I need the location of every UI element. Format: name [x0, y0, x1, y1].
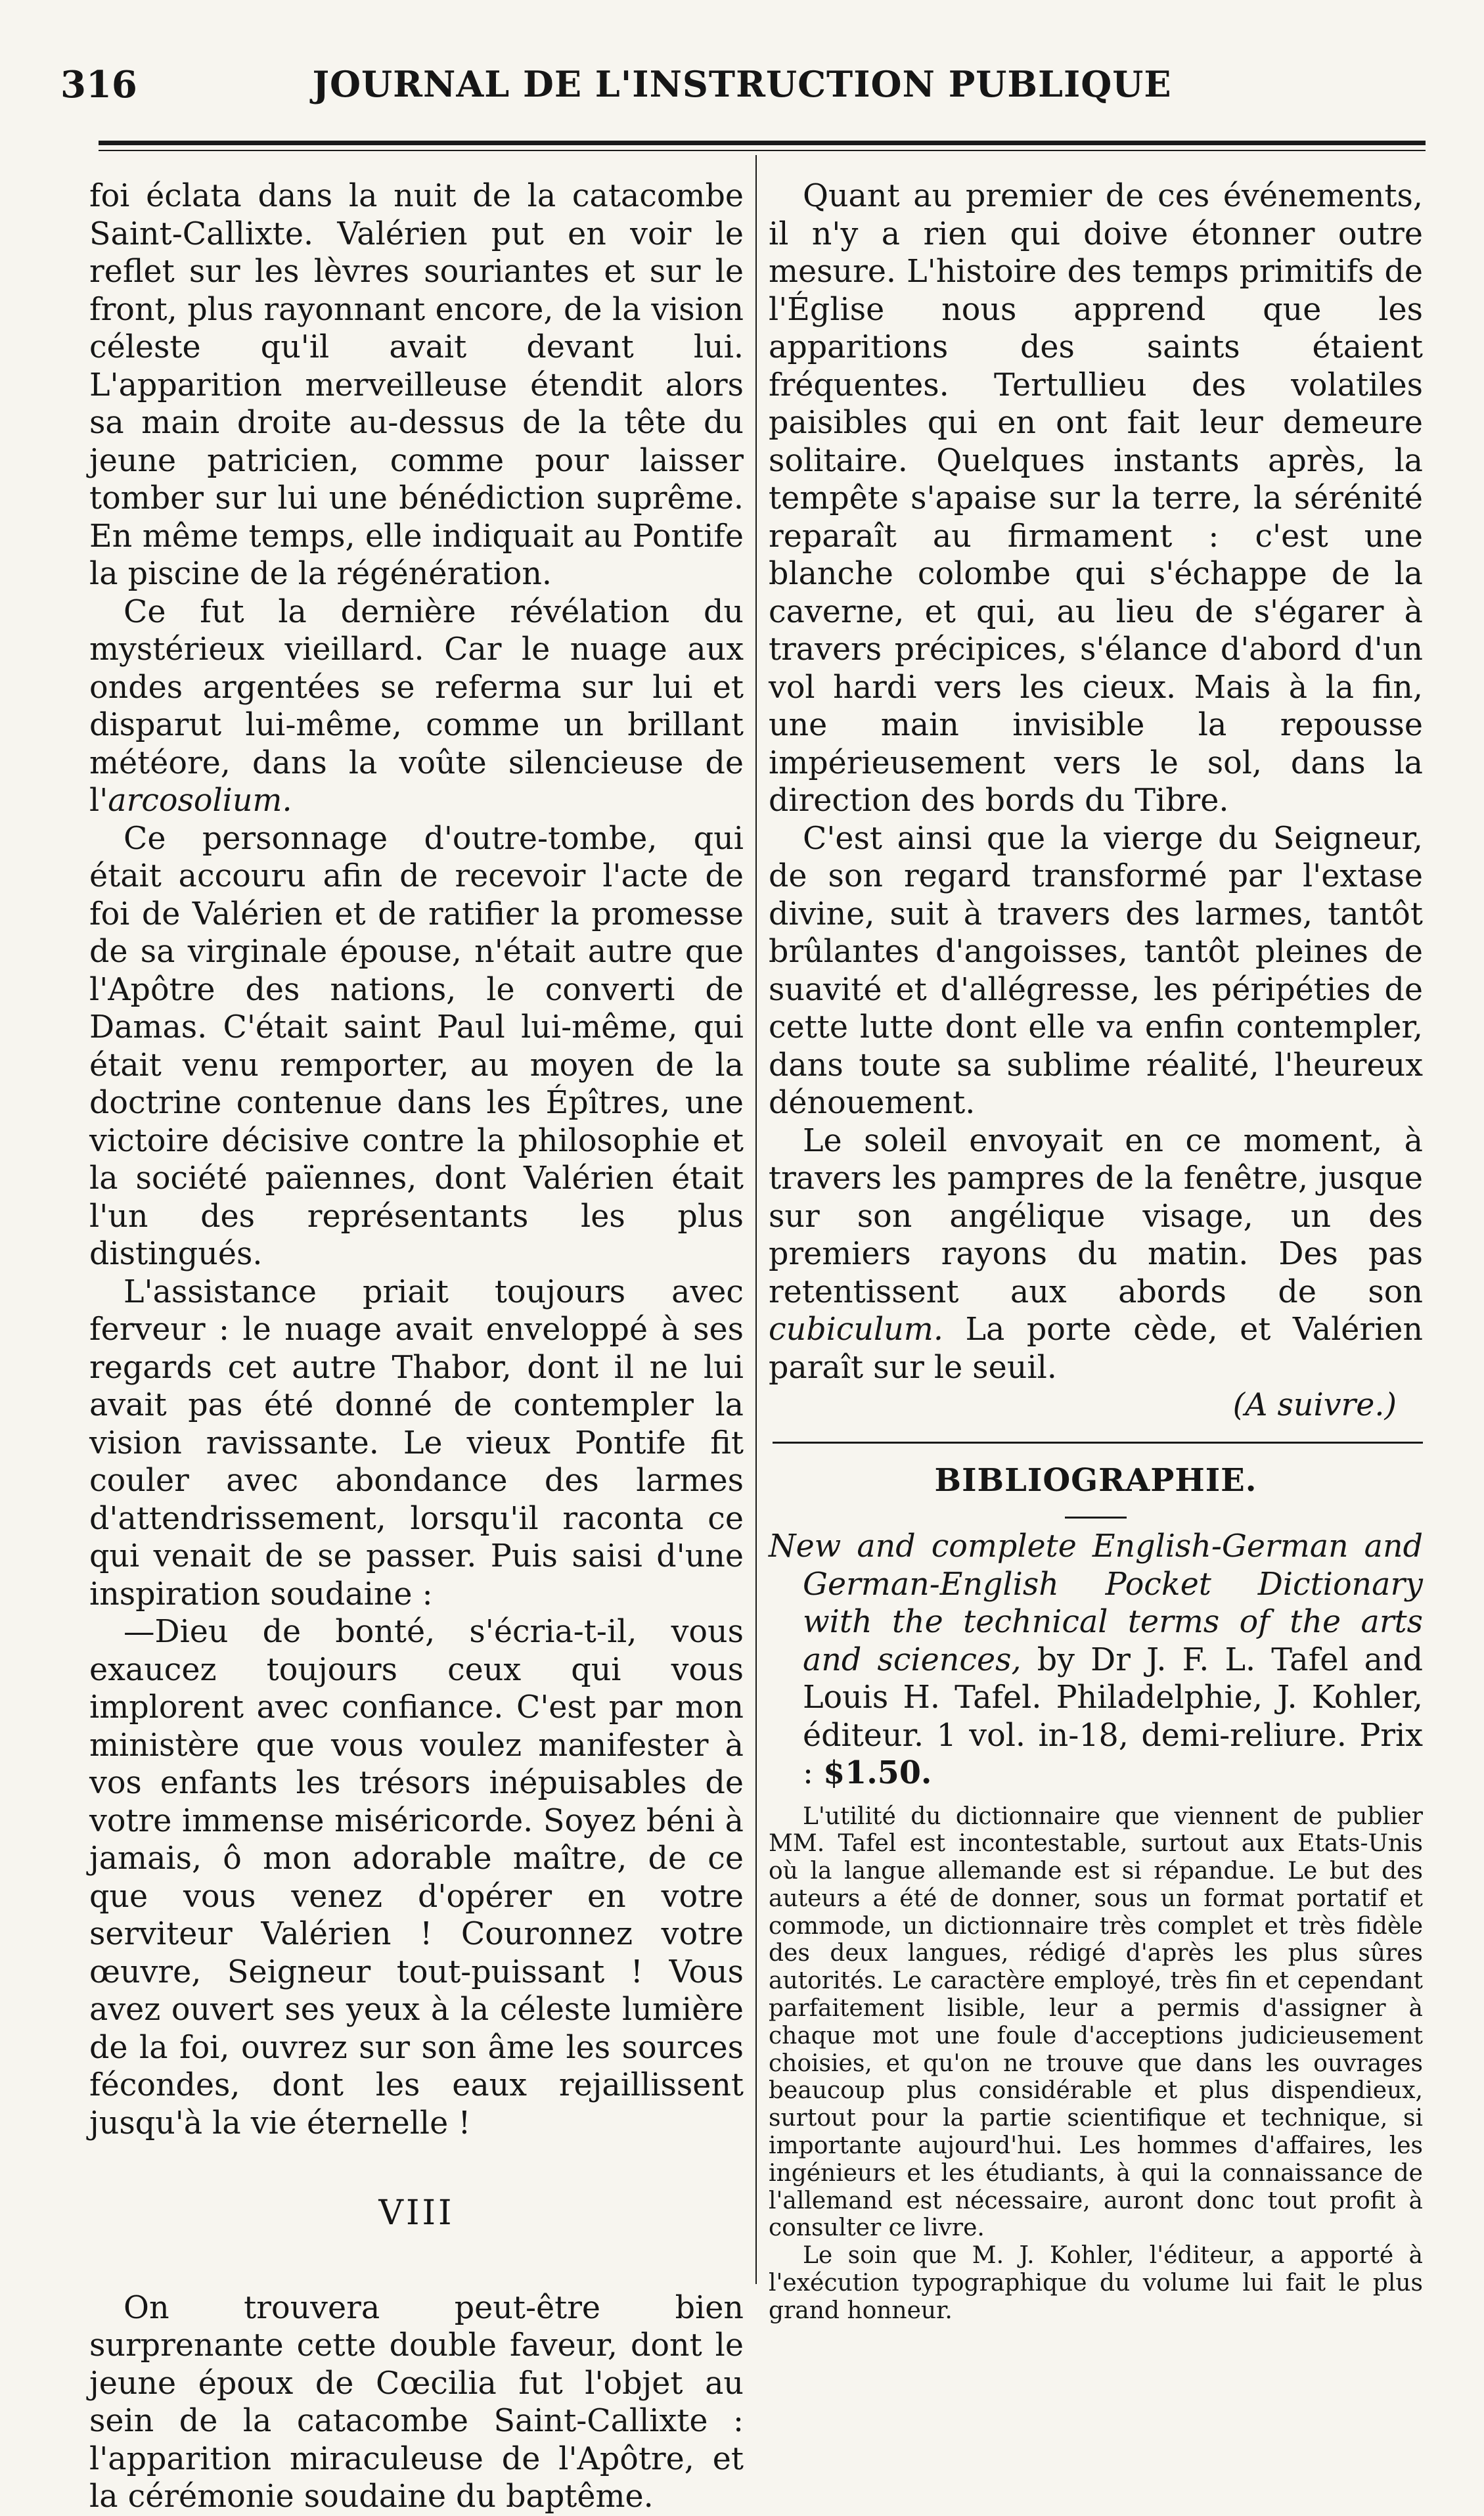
page-header [0, 63, 1484, 122]
left-paragraph-2 [89, 593, 744, 820]
left-paragraph-1: foi éclata dans la nuit de la catacombe Saint-Callixte. Valérien put en voir le reflet sur les lèvres souriantes et sur le front, plus rayonnant encore, de la vision céleste qu'il avait devant lui. L'apparition merveilleuse étendit alors sa main droite au-dessus de la tête du jeune patricien, comme pour laisser tomber sur lui une bénédiction suprême. En même temps, elle indiquait au Pontife la piscine de la régénération. [89, 178, 744, 592]
arcosolium-term: arcosolium. [108, 783, 292, 819]
right-column [769, 177, 1423, 2325]
right-paragraph-3-text-b: La porte cède, et Valérien paraît sur le seuil. [769, 1312, 1423, 1386]
right-paragraph-3-text-a: Le soleil envoyait en ce moment, à travers les pampres de la fenêtre, jusque sur son angélique visage, un des premiers rayons du matin. Des pas retentissent aux abords de son [769, 1122, 1423, 1310]
to-be-continued: (A suivre.) [1232, 1387, 1397, 1423]
header-rule-thick [99, 141, 1426, 145]
right-paragraph-3 [769, 1122, 1423, 1387]
left-paragraph-6: On trouvera peut-être bien surprenante cette double faveur, dont le jeune époux de Cœcilia fut l'objet au sein de la catacombe Saint-Callixte : l'apparition miraculeuse de l'Apôtre, et la cérémonie soudaine du baptême. [89, 2289, 744, 2515]
page-number: 316 [60, 63, 137, 106]
review-paragraph-2: Le soin que M. J. Kohler, l'éditeur, a apporté à l'exécution typographique du volume lui fait le plus grand honneur. [769, 2242, 1423, 2324]
left-paragraph-2-text: Ce fut la dernière révélation du mystérieux vieillard. Car le nuage aux ondes argentées se referma sur lui et disparut lui-même, comme un brillant météore, dans la voûte silencieuse de l' [89, 593, 744, 819]
book-title: New and complete English-German and German-English Pocket Dictionary with the technical terms of the arts and sciences, [769, 1528, 1423, 1678]
book-entry [769, 1528, 1423, 1793]
left-paragraph-4: L'assistance priait toujours avec ferveur : le nuage avait enveloppé à ses regards cet autre Thabor, dont il ne lui avait pas été donné de contempler la vision ravissante. Le vieux Pontife fit couler avec abondance des larmes d'attendrissement, lorsqu'il raconta ce qui venait de se passer. Puis saisi d'une inspiration soudaine : [89, 1273, 744, 1613]
review-paragraph-1: L'utilité du dictionnaire que viennent de publier MM. Tafel est incontestable, surtout aux Etats-Unis où la langue allemande est si répandue. Le but des auteurs a été de donner, sous un format portatif et commode, un dictionnaire très complet et très fidèle des deux langues, rédigé d'après les plus sûres autorités. Le caractère employé, très fin et cependant parfaitement lisible, leur a permis d'assigner à chaque mot une foule d'acceptions judicieusement choisies, et qu'on ne trouve que dans les ouvrages beaucoup plus considérable et plus dispendieux, surtout pour la partie scientifique et technique, si importante aujourd'hui. Les hommes d'affaires, les ingénieurs et les étudiants, à qui la connaissance de l'allemand est nécessaire, auront donc tout profit à consulter ce livre. [769, 1802, 1423, 2242]
right-paragraph-1: Quant au premier de ces événements, il n'y a rien qui doive étonner outre mesure. L'histoire des temps primitifs de l'Église nous apprend que les apparitions des saints étaient fréquentes. Tertullieu des volatiles paisibles qui en ont fait leur demeure solitaire. Quelques instants après, la tempête s'apaise sur la terre, la sérénité reparaît au firmament : c'est une blanche colombe qui s'échappe de la caverne, et qui, au lieu de s'égarer à travers précipices, s'élance d'abord d'un vol hardi vers les cieux. Mais à la fin, une main invisible la repousse impérieusement vers le sol, dans la direction des bords du Tibre. [769, 178, 1423, 819]
left-paragraph-5: —Dieu de bonté, s'écria-t-il, vous exaucez toujours ceux qui vous implorent avec confiance. C'est par mon ministère que vous voulez manifester à vos enfants les trésors inépuisables de votre immense miséricorde. Soyez béni à jamais, ô mon adorable maître, de ce que vous venez d'opérer en votre serviteur Valérien ! Couronnez votre œuvre, Seigneur tout-puissant ! Vous avez ouvert ses yeux à la céleste lumière de la foi, ouvrez sur son âme les sources fécondes, dont les eaux rejaillissent jusqu'à la vie éternelle ! [89, 1614, 744, 2141]
column-divider [755, 155, 757, 2284]
header-rule-thin [99, 150, 1426, 151]
section-heading: VIII [378, 2193, 455, 2233]
cubiculum-term: cubiculum. [769, 1312, 943, 1348]
right-paragraph-2: C'est ainsi que la vierge du Seigneur, de son regard transformé par l'extase divine, suit à travers des larmes, tantôt brûlantes d'angoisses, tantôt pleines de suavité et d'allégresse, les péripéties de cette lutte dont elle va enfin contempler, dans toute sa sublime réalité, l'heureux dénouement. [769, 820, 1423, 1121]
running-title: JOURNAL DE L'INSTRUCTION PUBLIQUE [312, 63, 1172, 105]
book-details: by Dr J. F. L. Tafel and Louis H. Tafel. Philadelphie, J. Kohler, éditeur. 1 vol. in-18, demi-reliure. Prix : [803, 1641, 1423, 1791]
book-price: $1.50. [823, 1754, 932, 1791]
left-paragraph-3: Ce personnage d'outre-tombe, qui était accouru afin de recevoir l'acte de foi de Valérien et de ratifier la promesse de sa virginale épouse, n'était autre que l'Apôtre des nations, le converti de Damas. C'était saint Paul lui-même, qui était venu remporter, au moyen de la doctrine contenue dans les Épîtres, une victoire décisive contre la philosophie et la société païennes, dont Valérien était l'un des représentants les plus distingués. [89, 820, 744, 1272]
heading-rule [1065, 1517, 1127, 1519]
bibliography-heading: BIBLIOGRAPHIE. [934, 1461, 1257, 1499]
section-separator [773, 1442, 1423, 1444]
left-column [89, 177, 744, 2516]
